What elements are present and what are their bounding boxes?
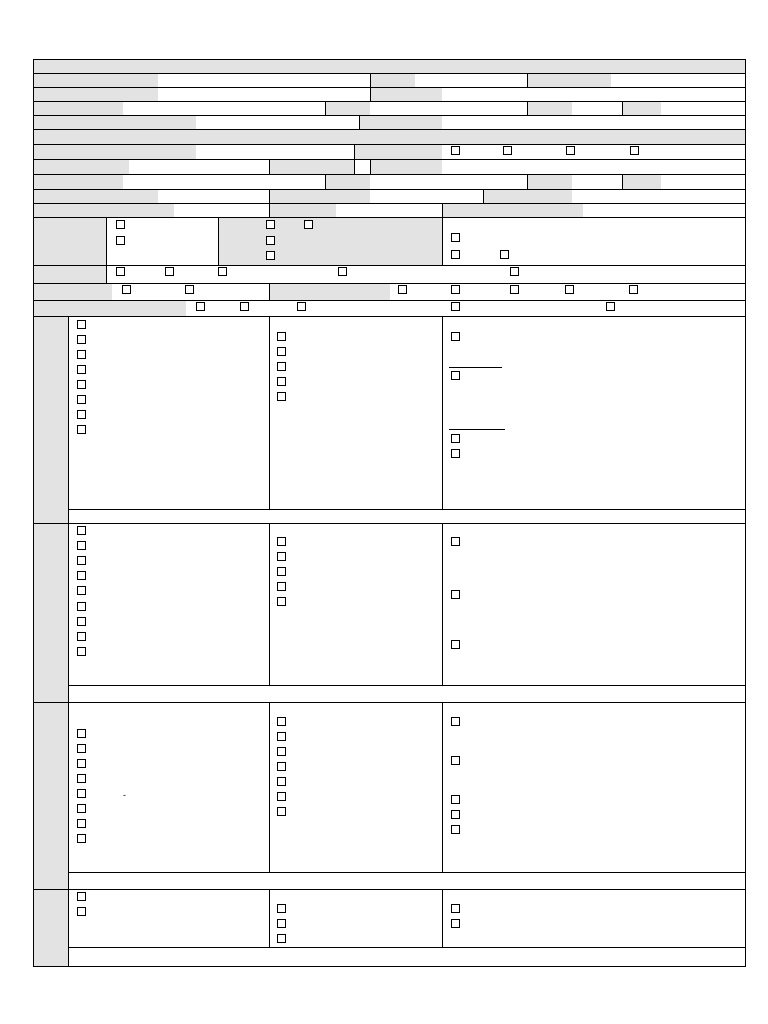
checkbox[interactable] (218, 267, 227, 276)
checkbox[interactable] (77, 744, 86, 753)
row-rule (33, 87, 746, 88)
checkbox[interactable] (451, 285, 460, 294)
checkbox[interactable] (503, 146, 512, 155)
checkbox[interactable] (77, 320, 86, 329)
checkbox[interactable] (77, 526, 86, 535)
label-cell (33, 87, 158, 101)
column-rule (354, 159, 355, 175)
checkbox[interactable] (77, 541, 86, 550)
column-rule (442, 889, 443, 948)
label-cell (622, 174, 661, 189)
column-rule (325, 101, 326, 116)
checkbox[interactable] (451, 449, 460, 458)
column-rule (269, 189, 270, 204)
label-cell (359, 115, 442, 129)
column-rule (483, 189, 484, 204)
label-cell (33, 300, 186, 316)
checkbox[interactable] (451, 810, 460, 819)
column-rule (527, 174, 528, 190)
checkbox[interactable] (266, 251, 275, 260)
checkbox[interactable] (266, 236, 275, 245)
checkbox[interactable] (277, 777, 286, 786)
column-rule (68, 316, 69, 967)
checkbox[interactable] (77, 380, 86, 389)
column-rule (527, 101, 528, 116)
checkbox[interactable] (277, 747, 286, 756)
column-rule (370, 87, 371, 102)
column-rule (745, 59, 746, 967)
checkbox[interactable] (451, 640, 460, 649)
column-rule (354, 144, 355, 160)
checkbox[interactable] (116, 220, 125, 229)
label-cell (269, 189, 370, 203)
label-cell (33, 115, 196, 129)
hyphen-mark: - (123, 790, 126, 800)
column-rule (269, 702, 270, 873)
checkbox[interactable] (116, 267, 125, 276)
label-cell (325, 101, 370, 115)
column-rule (33, 59, 34, 967)
checkbox[interactable] (77, 365, 86, 374)
checkbox[interactable] (451, 250, 460, 259)
row-rule (33, 265, 746, 266)
row-rule (33, 115, 746, 116)
checkbox[interactable] (451, 795, 460, 804)
row-rule (68, 947, 746, 948)
checkbox[interactable] (77, 759, 86, 768)
checkbox[interactable] (451, 371, 460, 380)
column-rule (442, 316, 443, 510)
checkbox[interactable] (277, 904, 286, 913)
column-rule (370, 159, 371, 175)
checkbox[interactable] (77, 602, 86, 611)
checkbox[interactable] (77, 350, 86, 359)
checkbox[interactable] (629, 285, 638, 294)
checkbox[interactable] (77, 819, 86, 828)
checkbox[interactable] (77, 729, 86, 738)
checkbox[interactable] (77, 395, 86, 404)
label-cell (33, 203, 174, 217)
checkbox[interactable] (116, 236, 125, 245)
row-rule (33, 101, 746, 102)
label-cell (442, 203, 583, 217)
row-rule (33, 73, 746, 74)
column-rule (442, 217, 443, 266)
header-bar (33, 60, 745, 73)
underline-mark (449, 367, 502, 368)
checkbox[interactable] (297, 302, 306, 311)
checkbox[interactable] (277, 919, 286, 928)
label-cell (269, 283, 390, 300)
row-rule (33, 217, 746, 218)
checkbox[interactable] (185, 285, 194, 294)
checkbox[interactable] (277, 582, 286, 591)
checkbox[interactable] (277, 567, 286, 576)
label-cell (527, 101, 572, 115)
checkbox[interactable] (451, 919, 460, 928)
checkbox[interactable] (451, 434, 460, 443)
checkbox[interactable] (398, 285, 407, 294)
checkbox[interactable] (277, 552, 286, 561)
column-rule (527, 73, 528, 88)
column-rule (442, 523, 443, 686)
section-bar (33, 129, 745, 144)
label-cell (370, 159, 442, 174)
checkbox[interactable] (277, 347, 286, 356)
underline-mark (449, 429, 505, 430)
row-rule (33, 300, 746, 301)
checkbox[interactable] (77, 586, 86, 595)
column-rule (269, 283, 270, 301)
checkbox[interactable] (630, 146, 639, 155)
row-rule (33, 966, 746, 967)
checkbox[interactable] (277, 537, 286, 546)
checkbox[interactable] (277, 717, 286, 726)
row-rule (33, 59, 746, 60)
label-cell (622, 101, 661, 115)
checkbox[interactable] (266, 220, 275, 229)
checkbox[interactable] (338, 267, 347, 276)
checkbox[interactable] (77, 632, 86, 641)
checkbox[interactable] (277, 377, 286, 386)
checkbox[interactable] (196, 302, 205, 311)
column-rule (442, 203, 443, 218)
checkbox[interactable] (77, 335, 86, 344)
row-rule (68, 685, 746, 686)
checkbox[interactable] (77, 892, 86, 901)
column-rule (269, 316, 270, 510)
column-rule (106, 217, 107, 284)
checkbox[interactable] (277, 762, 286, 771)
row-rule (33, 174, 746, 175)
checkbox[interactable] (451, 717, 460, 726)
checkbox[interactable] (77, 647, 86, 656)
column-rule (622, 174, 623, 190)
label-cell (370, 87, 442, 101)
column-rule (359, 115, 360, 130)
checkbox[interactable] (165, 267, 174, 276)
checkbox[interactable] (277, 807, 286, 816)
label-cell (527, 73, 611, 87)
label-cell (33, 73, 158, 87)
checkbox[interactable] (451, 590, 460, 599)
checkbox[interactable] (451, 332, 460, 341)
checkbox[interactable] (77, 571, 86, 580)
label-cell (527, 174, 572, 189)
column-rule (269, 889, 270, 948)
checkbox[interactable] (451, 146, 460, 155)
column-rule (269, 203, 270, 218)
checkbox[interactable] (565, 285, 574, 294)
row-rule (33, 523, 746, 524)
checkbox[interactable] (77, 907, 86, 916)
label-cell (33, 283, 112, 300)
checkbox[interactable] (451, 756, 460, 765)
column-rule (442, 702, 443, 873)
column-rule (269, 159, 270, 175)
row-rule (33, 189, 746, 190)
checkbox[interactable] (277, 332, 286, 341)
row-rule (33, 283, 746, 284)
label-cell (33, 159, 129, 174)
left-label-column (33, 316, 68, 966)
checkbox[interactable] (451, 302, 460, 311)
label-cell (218, 217, 442, 265)
checkbox[interactable] (77, 617, 86, 626)
label-cell (33, 217, 106, 265)
label-cell (33, 174, 123, 189)
checkbox[interactable] (304, 220, 313, 229)
row-rule (33, 144, 746, 145)
checkbox[interactable] (451, 825, 460, 834)
column-rule (325, 174, 326, 190)
checkbox[interactable] (77, 425, 86, 434)
label-cell (33, 189, 158, 203)
checkbox[interactable] (122, 285, 131, 294)
label-cell (325, 174, 370, 189)
checkbox[interactable] (77, 556, 86, 565)
label-cell (269, 203, 336, 217)
label-cell (33, 144, 196, 159)
column-rule (218, 217, 219, 266)
checkbox[interactable] (451, 537, 460, 546)
row-rule (68, 509, 746, 510)
checkbox[interactable] (277, 792, 286, 801)
checkbox[interactable] (77, 834, 86, 843)
label-cell (33, 265, 106, 283)
row-rule (33, 159, 746, 160)
row-rule (33, 702, 746, 703)
row-rule (68, 872, 746, 873)
checkbox[interactable] (451, 233, 460, 242)
checkbox[interactable] (500, 250, 509, 259)
row-rule (33, 203, 746, 204)
checkbox[interactable] (606, 302, 615, 311)
label-cell (483, 189, 572, 203)
row-rule (33, 889, 746, 890)
checkbox[interactable] (566, 146, 575, 155)
label-cell (354, 144, 442, 159)
checkbox[interactable] (277, 732, 286, 741)
checkbox[interactable] (277, 934, 286, 943)
row-rule (33, 129, 746, 130)
row-rule (33, 316, 746, 317)
checkbox[interactable] (240, 302, 249, 311)
label-cell (269, 159, 354, 174)
checkbox[interactable] (77, 804, 86, 813)
checkbox[interactable] (77, 789, 86, 798)
column-rule (370, 73, 371, 88)
checkbox[interactable] (277, 597, 286, 606)
checkbox[interactable] (451, 904, 460, 913)
checkbox[interactable] (510, 285, 519, 294)
checkbox[interactable] (510, 267, 519, 276)
column-rule (622, 101, 623, 116)
label-cell (370, 73, 415, 87)
checkbox[interactable] (277, 362, 286, 371)
column-rule (269, 523, 270, 686)
checkbox[interactable] (77, 410, 86, 419)
checkbox[interactable] (77, 774, 86, 783)
label-cell (33, 101, 123, 115)
checkbox[interactable] (277, 392, 286, 401)
